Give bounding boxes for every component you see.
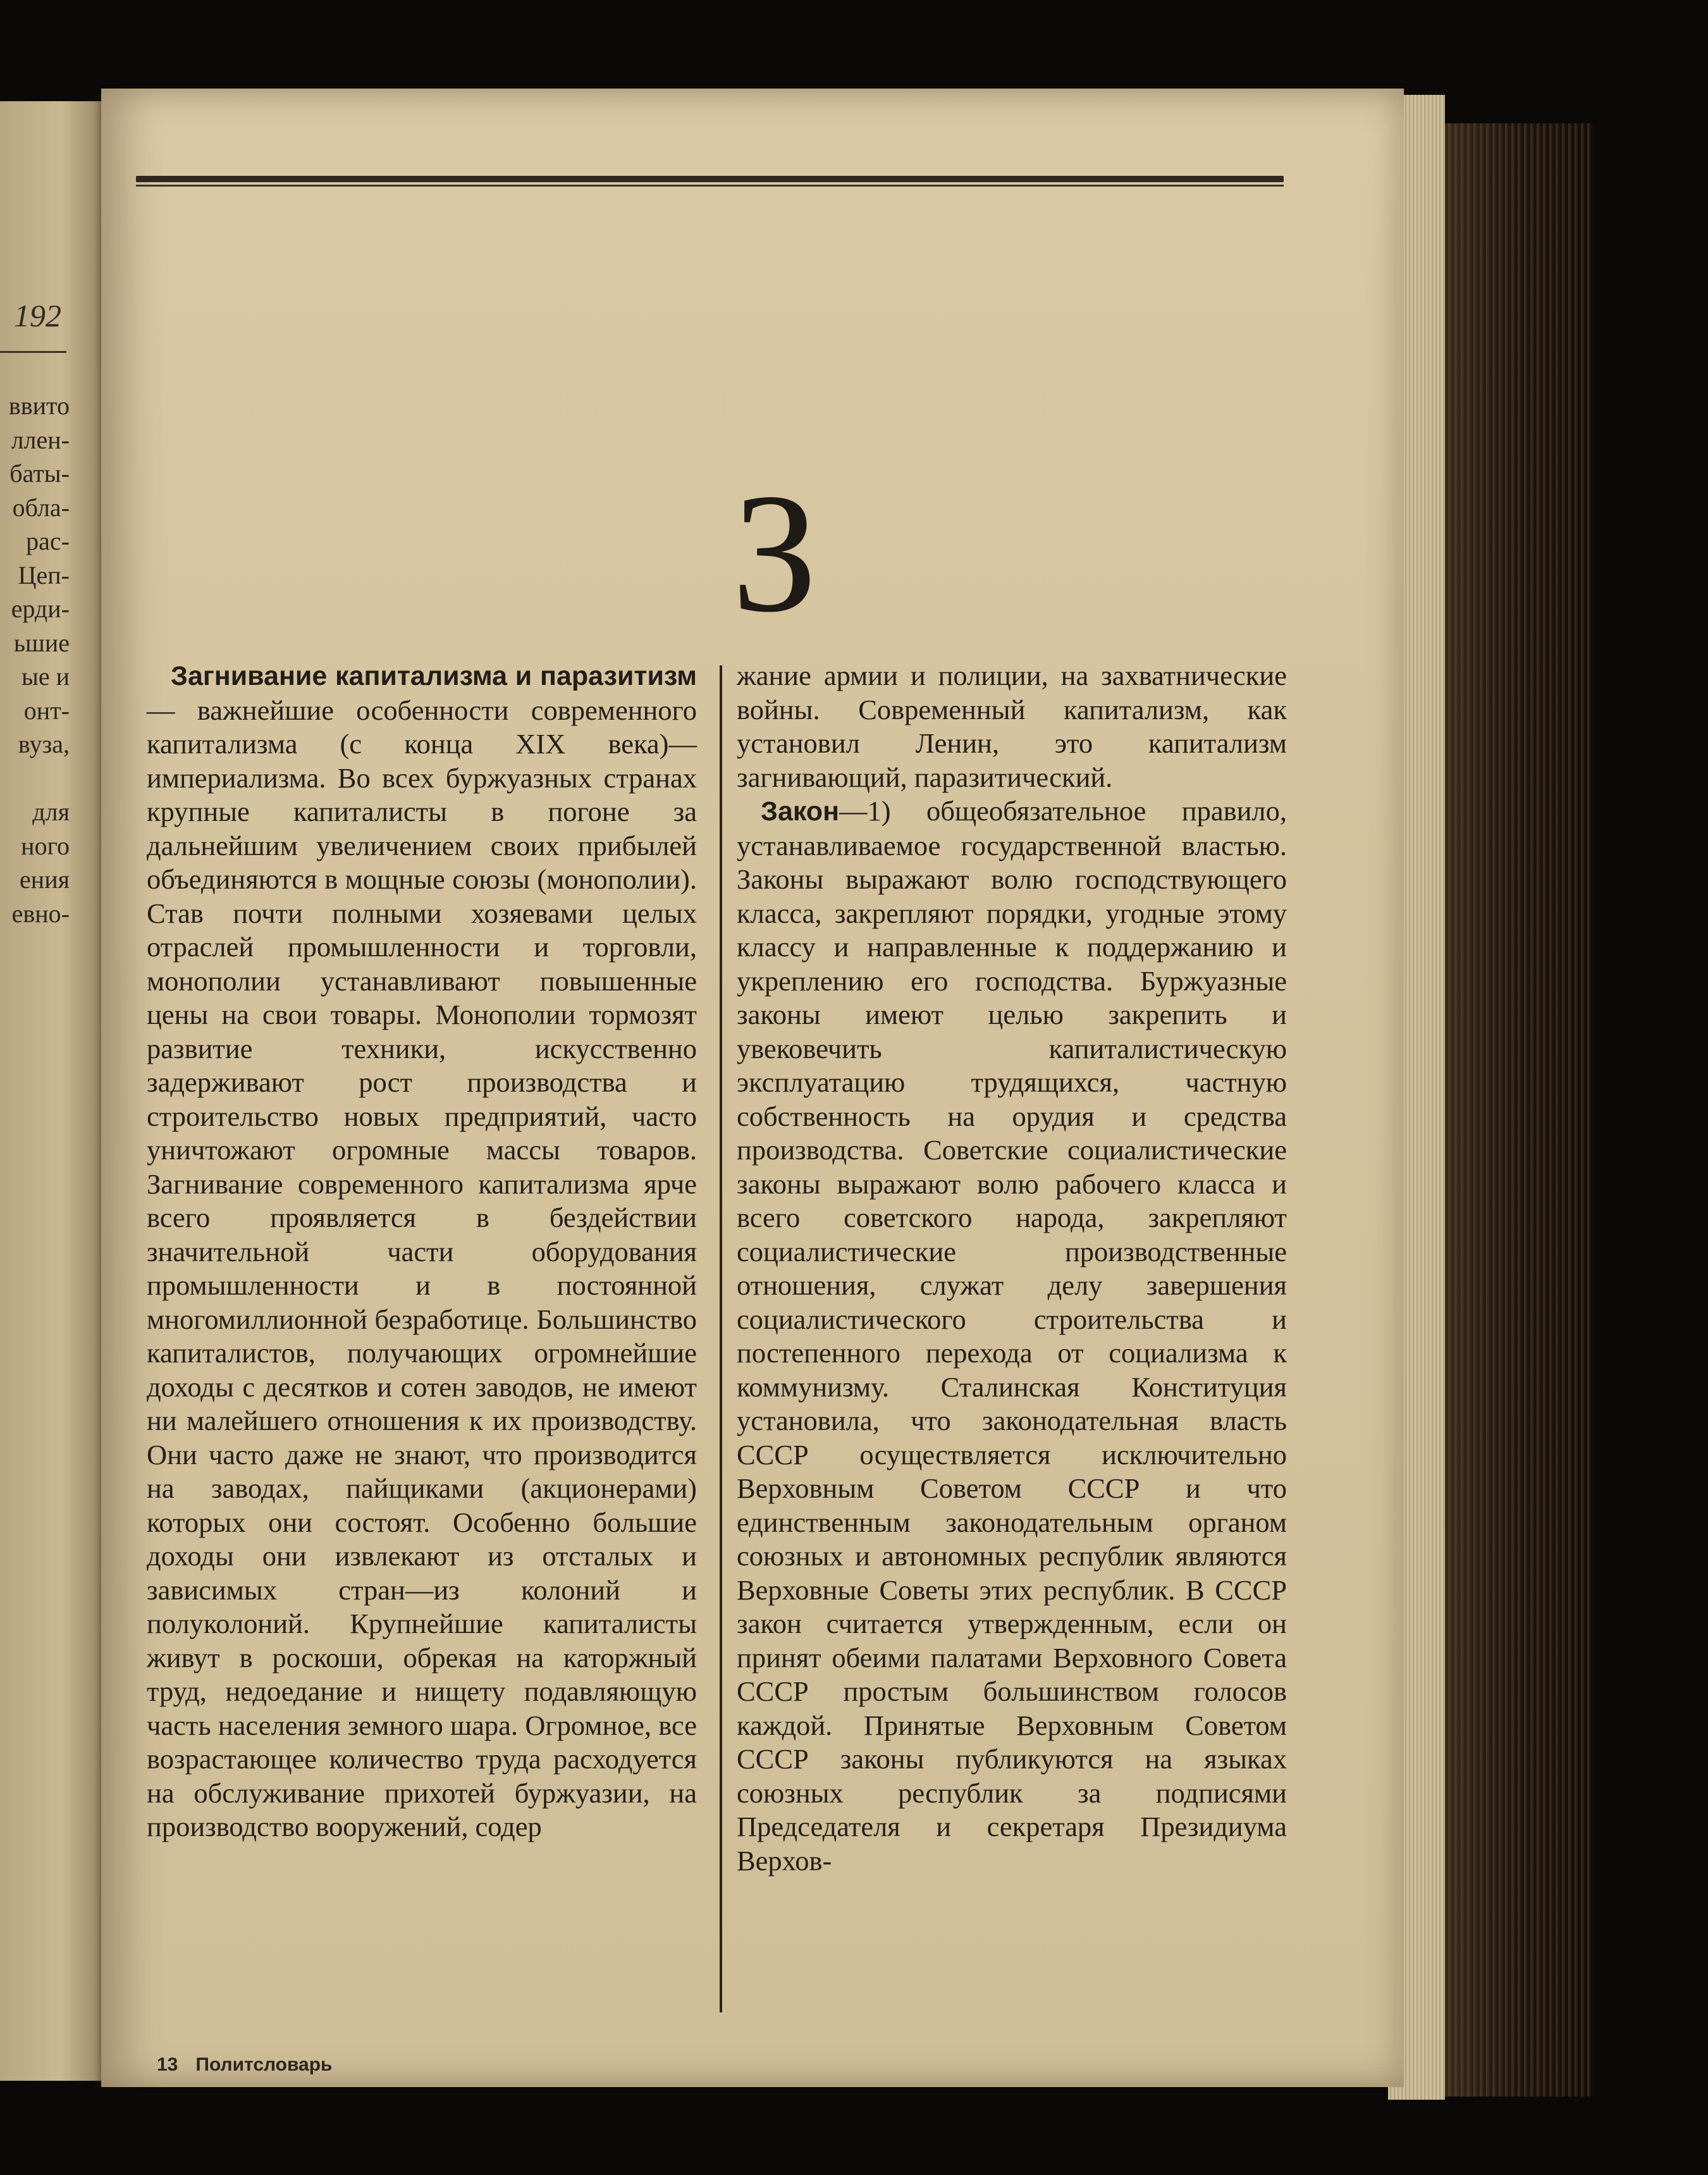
text-fragment: евно- (11, 899, 70, 928)
previous-page-header-rule (0, 351, 66, 353)
current-page (101, 89, 1404, 2087)
header-rule (136, 176, 1284, 182)
column-divider (720, 665, 722, 2012)
signature-title: Политсловарь (195, 2054, 333, 2075)
left-column (147, 659, 697, 1844)
text-fragment: ые и (21, 662, 70, 691)
entry-zagnivanie-continuation: жание армии и полиции, на захватнические войны. Современный капитализм, как установил Ленин, это капитализм загнивающий, паразитический. (737, 660, 1287, 793)
text-fragment: онт- (23, 696, 70, 725)
text-fragment: Цеп- (18, 560, 70, 589)
entry-text: — важнейшие особенности современного капитализма (с конца XIX века)—империализма. Во всех буржуазных странах крупные капиталисты в погоне за дальнейшим увеличением своих прибылей объединяются в мощные союзы (монополии). Став почти полными хозяевами целых отраслей промышленности и торговли, монополии устанавливают повышенные цены на свои товары. Монополии тормозят развитие техники, искусственно задерживают рост производства и строительство новых предприятий, часто уничтожают огромные массы товаров. Загнивание современного капитализма ярче всего проявляется в бездействии значительной части оборудования промышленности и в постоянной многомиллионной безработице. Большинство капиталистов, получающих огромнейшие доходы с десятков и сотен заводов, не имеют ни малейшего отношения к их производству. Они часто даже не знают, что производится на заводах, пайщиками (акционерами) которых они состоят. Особенно большие доходы они извлекают из отсталых и зависимых стран—из колоний и полуколоний. Крупнейшие капиталисты живут в роскоши, обрекая на каторжный труд, недоедание и нищету подавляющую часть населения земного шара. Огромное, все возрастающее количество труда расходуется на обслуживание прихотей буржуазии, на производство вооружений, содер (147, 694, 697, 1842)
entry-zagnivanie (147, 659, 697, 1844)
text-fragment: ьшие (13, 628, 70, 657)
header-rule-thin (136, 185, 1284, 187)
right-column (737, 659, 1287, 1878)
text-fragment: баты- (9, 459, 70, 488)
signature-mark (157, 2054, 350, 2076)
section-letter: З (732, 459, 818, 648)
entry-text: —1) общеобязательное правило, устанавливаемое государственной властью. Законы выражают волю господствующего класса, закрепляют порядки, угодные этому классу и направленные к поддержанию и укреплению его господства. Буржуазные законы имеют целью закрепить и увековечить капиталистическую эксплуатацию трудящихся, частную собственность на орудия и средства производства. Советские социалистические законы выражают волю рабочего класса и всего советского народа, закрепляют социалистические производственные отношения, служат делу завершения социалистического строительства и постепенного перехода от социализма к коммунизму. Сталинская Конституция установила, что законодательная власть СССР осуществляется исключительно Верховным Советом СССР и что единственным законодательным органом союзных и автономных республик являются Верховные Советы этих республик. В СССР закон считается утвержденным, если он принят обеими палатами Верховного Совета СССР простым большинством голосов каждой. Принятые Верховным Советом СССР законы публикуются на языках союзных республик за подписями Председателя и секретаря Президиума Верхов- (737, 795, 1287, 1876)
signature-number: 13 (157, 2054, 178, 2075)
text-fragment: ения (20, 865, 70, 894)
text-fragment: ного (21, 831, 70, 860)
entry-term: Загнивание капитализма и паразитизм (171, 661, 697, 691)
text-fragment: вуза, (18, 730, 70, 758)
text-fragment: ллен- (11, 425, 70, 454)
entry-zakon (737, 794, 1287, 1878)
entry-term: Закон (761, 796, 840, 827)
previous-page-number: 192 (14, 298, 61, 333)
text-fragment: обла- (12, 493, 70, 522)
text-fragment: рас- (26, 527, 70, 555)
text-fragment: ввито (8, 391, 70, 420)
text-fragment: ерди- (11, 595, 70, 623)
text-fragment: для (32, 798, 70, 826)
book-cover-edge (1442, 123, 1594, 2097)
